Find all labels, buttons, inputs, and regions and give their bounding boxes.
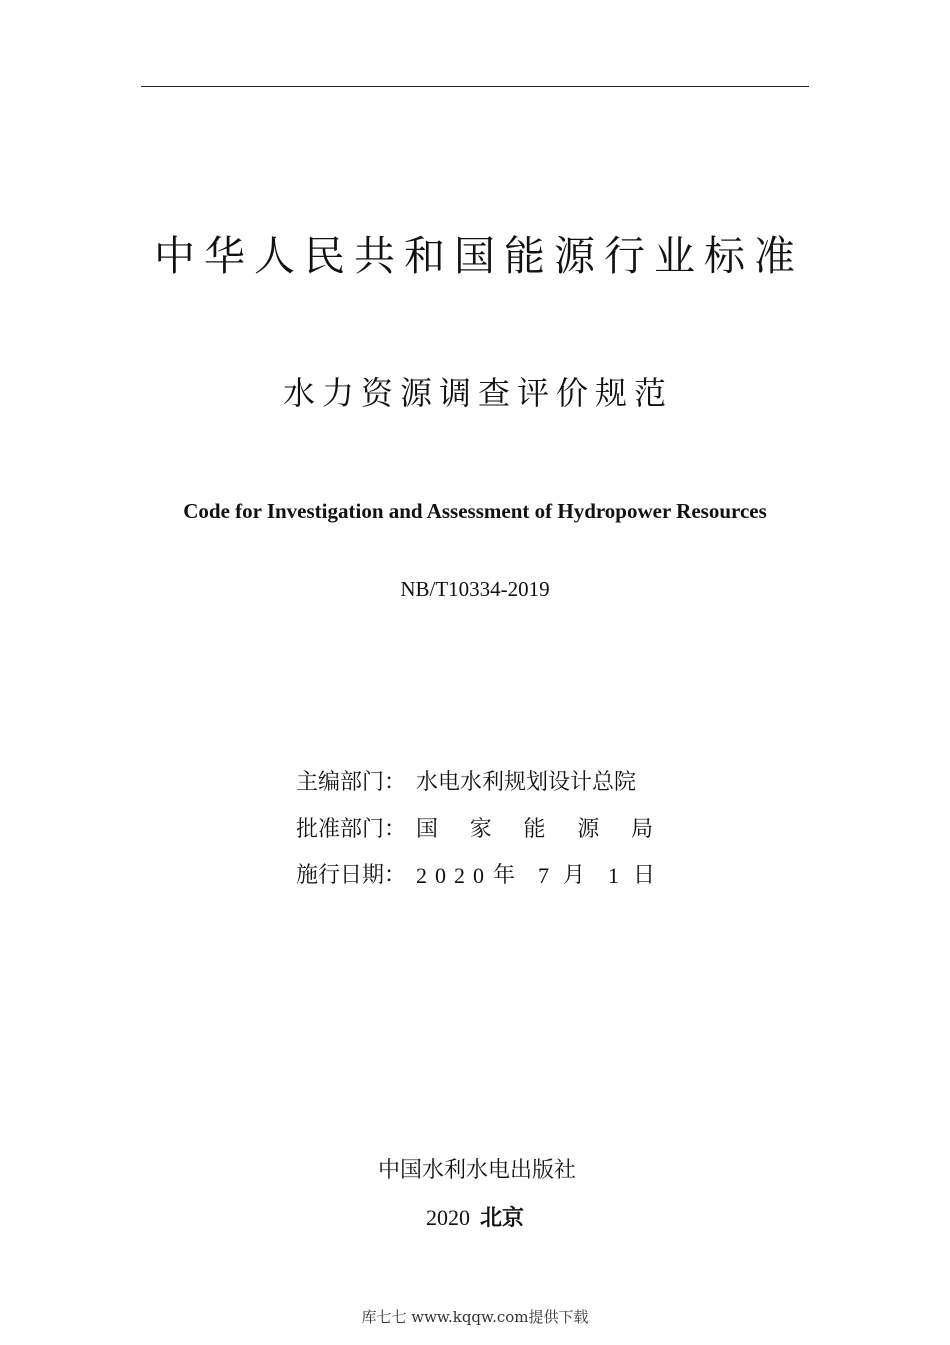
- effective-date-value: [416, 859, 656, 893]
- standard-code: NB/T10334-2019: [400, 577, 550, 601]
- standard-category-title: 中华人民共和国能源行业标准: [154, 232, 804, 280]
- publication-city: 北京: [479, 1205, 524, 1231]
- editor-value: 水电水利规划设计总院: [416, 770, 637, 795]
- date-day: 1: [608, 863, 619, 888]
- date-month-unit: 月: [563, 863, 586, 888]
- editor-row: [296, 766, 696, 800]
- approver-char: 局: [630, 817, 653, 842]
- effective-date-row: [296, 859, 696, 893]
- chinese-title: 水力资源调查评价规范: [282, 374, 673, 412]
- date-month: 7: [538, 863, 549, 888]
- publication-year: 2020: [425, 1205, 470, 1230]
- date-year: 2020: [416, 863, 492, 888]
- english-title: Code for Investigation and Assessment of Hydropower Resources: [183, 499, 767, 523]
- approver-char: 家: [469, 817, 492, 842]
- date-day-unit: 日: [633, 863, 656, 888]
- editor-label: 主编部门：: [296, 770, 407, 795]
- approver-label: 批准部门：: [296, 817, 407, 842]
- publication-place: [0, 1202, 950, 1235]
- publisher-name: 中国水利水电出版社: [377, 1158, 576, 1183]
- effective-date-label: 施行日期：: [296, 863, 407, 888]
- download-watermark: 库七七 www.kqqw.com提供下载: [361, 1308, 589, 1326]
- approver-char: 国: [416, 817, 439, 842]
- date-year-unit: 年: [493, 863, 516, 888]
- approver-value: [416, 813, 653, 847]
- top-rule: [141, 86, 809, 87]
- approver-row: [296, 813, 696, 847]
- approver-char: 源: [577, 817, 600, 842]
- approver-char: 能: [523, 817, 546, 842]
